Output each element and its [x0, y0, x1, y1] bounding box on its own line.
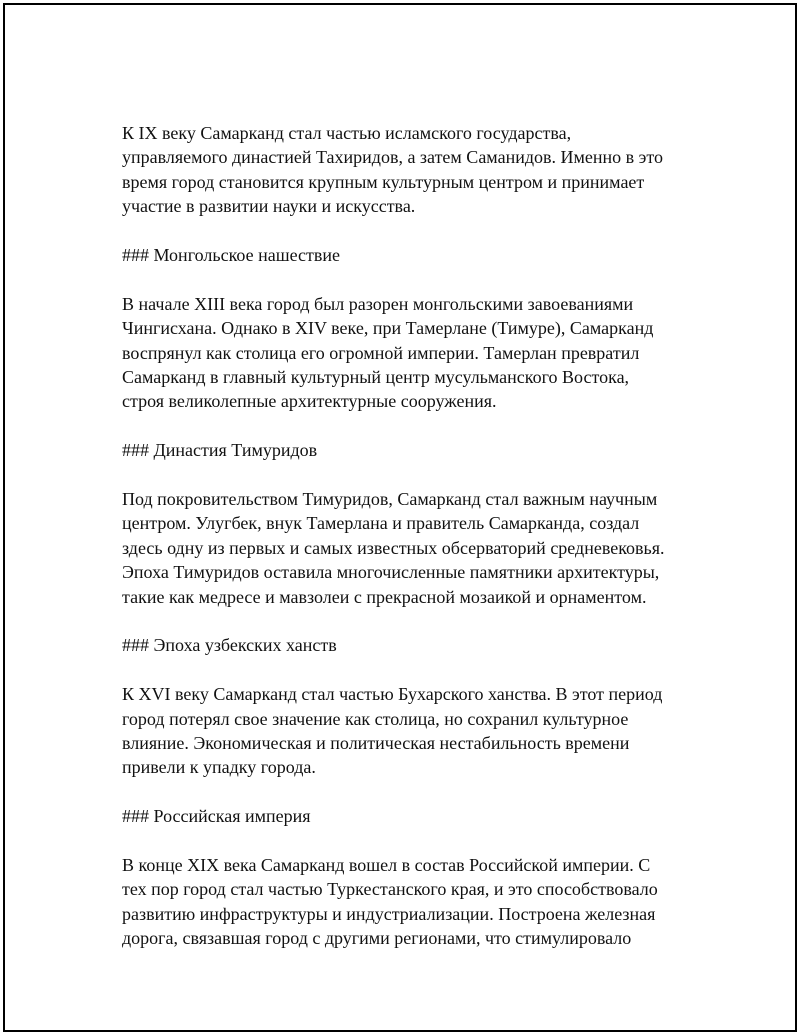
section-heading: ### Монгольское нашествие [122, 245, 341, 266]
paragraph-line: город потерял свое значение как столица, но сохранил культурное [122, 708, 629, 729]
paragraph [122, 121, 692, 219]
paragraph-line: участие в развитии науки и искусства. [122, 196, 416, 217]
paragraph [122, 487, 692, 609]
paragraph-line: Чингисхана. Однако в XIV веке, при Тамерлане (Тимуре), Самарканд [122, 318, 654, 339]
paragraph-line: такие как медресе и мавзолеи с прекрасной мозаикой и орнаментом. [122, 586, 647, 607]
page-border [3, 3, 797, 1032]
paragraph [122, 853, 692, 951]
paragraph-line: К IX веку Самарканд стал частью исламского государства, [122, 123, 572, 143]
paragraph-line: центром. Улугбек, внук Тамерлана и правитель Самарканда, создал [122, 513, 640, 534]
paragraph-line: привели к упадку города. [122, 757, 316, 778]
paragraph-line: тех пор город стал частью Туркестанского края, и это способствовало [122, 879, 658, 900]
document-body [122, 121, 692, 975]
paragraph [122, 292, 692, 414]
paragraph [122, 682, 692, 780]
paragraph-line: дорога, связавшая город с другими регионами, что стимулировало [122, 928, 632, 949]
section-heading: ### Российская империя [122, 806, 311, 827]
section-heading: ### Эпоха узбекских ханств [122, 635, 337, 656]
paragraph-line: В конце XIX века Самарканд вошел в состав Российской империи. С [122, 855, 651, 876]
paragraph-line: В начале XIII века город был разорен монгольскими завоеваниями [122, 293, 634, 314]
paragraph-line: здесь одну из первых и самых известных обсерваторий средневековья. [122, 537, 665, 558]
paragraph-line: Эпоха Тимуридов оставила многочисленные памятники архитектуры, [122, 562, 660, 583]
paragraph-line: Под покровительством Тимуридов, Самарканд стал важным научным [122, 489, 658, 510]
paragraph-line: строя великолепные архитектурные сооружения. [122, 391, 497, 412]
paragraph-line: развитию инфраструктуры и индустриализации. Построена железная [122, 903, 656, 924]
paragraph-line: время город становится крупным культурным центром и принимает [122, 171, 645, 192]
paragraph-line: Самарканд в главный культурный центр мусульманского Востока, [122, 367, 630, 388]
paragraph-line: воспрянул как столица его огромной империи. Тамерлан превратил [122, 342, 640, 363]
paragraph-line: К XVI веку Самарканд стал частью Бухарского ханства. В этот период [122, 684, 663, 705]
paragraph-line: влияние. Экономическая и политическая нестабильность времени [122, 733, 630, 754]
section-heading: ### Династия Тимуридов [122, 440, 318, 461]
paragraph-line: управляемого династией Тахиридов, а затем Саманидов. Именно в это [122, 147, 663, 168]
